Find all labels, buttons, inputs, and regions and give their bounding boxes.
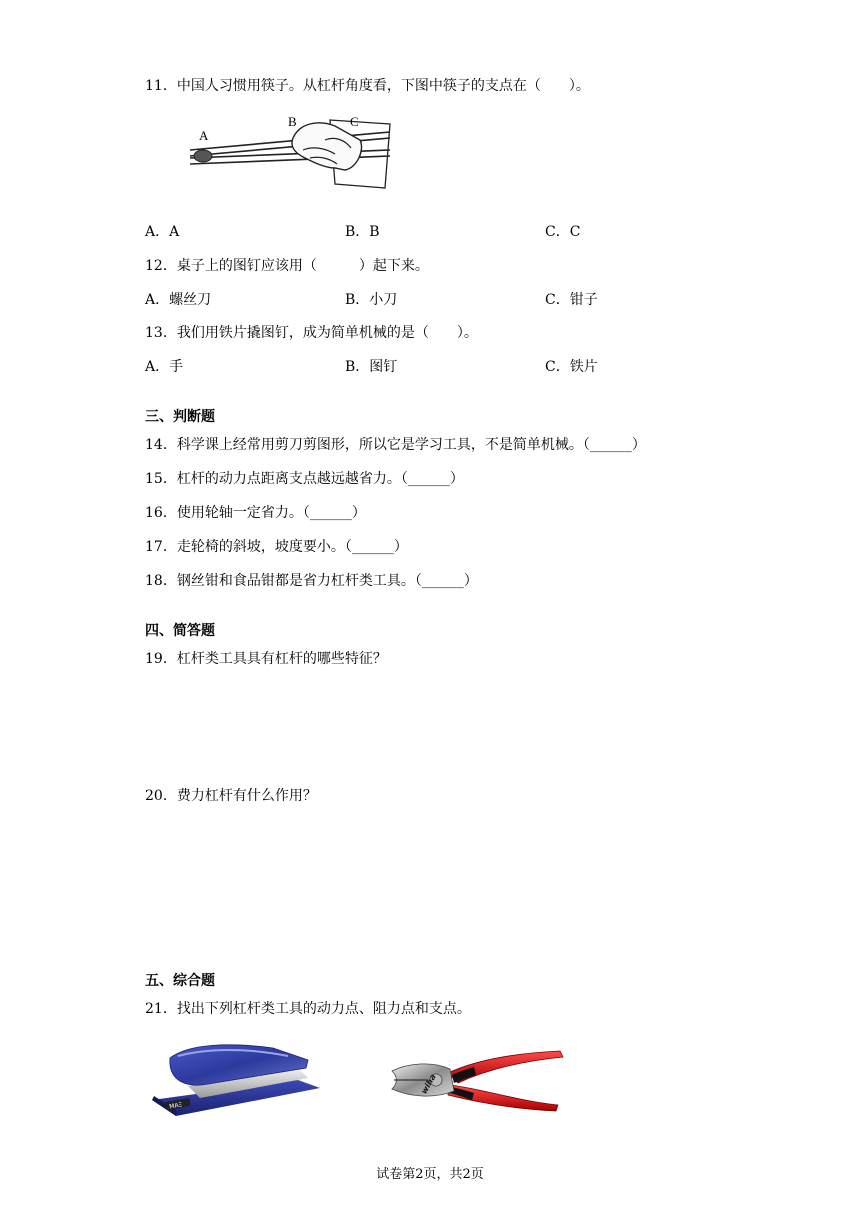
- q18-text: 18．钢丝钳和食品钳都是省力杠杆类工具。（______）: [145, 573, 478, 589]
- q12-option-c: C．钳子: [545, 292, 598, 308]
- q11-option-b: B．B: [345, 224, 380, 240]
- q19-text: 19．杠杆类工具具有杠杆的哪些特征？: [145, 651, 387, 667]
- q15-text: 15．杠杆的动力点距离支点越远越省力。（______）: [145, 471, 464, 487]
- q20-text: 20．费力杠杆有什么作用？: [145, 788, 317, 804]
- q12-option-b: B．小刀: [345, 292, 398, 308]
- section-5-title: 五、综合题: [145, 973, 215, 989]
- q12-option-a: A．螺丝刀: [145, 292, 212, 308]
- chopsticks-figure: [185, 110, 395, 190]
- section-3-title: 三、判断题: [145, 409, 215, 425]
- q11-option-a: A．A: [145, 224, 180, 240]
- q13-option-b: B．图钉: [345, 359, 398, 375]
- section-4-title: 四、简答题: [145, 623, 215, 639]
- q14-text: 14．科学课上经常用剪刀剪图形，所以它是学习工具，不是简单机械。（______）: [145, 437, 646, 453]
- q13-text: 13．我们用铁片撬图钉，成为简单机械的是（ ）。: [145, 325, 478, 341]
- pliers-brand: wiha: [419, 1072, 438, 1096]
- figure-label-a: A: [199, 128, 209, 143]
- q16-text: 16．使用轮轴一定省力。（______）: [145, 505, 366, 521]
- pliers-image: [388, 1045, 568, 1115]
- q11-option-c: C．C: [545, 224, 581, 240]
- q13-option-a: A．手: [145, 359, 184, 375]
- q11-text: 11．中国人习惯用筷子。从杠杆角度看，下图中筷子的支点在（ ）。: [145, 78, 590, 94]
- q21-text: 21．找出下列杠杆类工具的动力点、阻力点和支点。: [145, 1001, 471, 1017]
- stapler-label: ΜΑΞ: [168, 1101, 183, 1111]
- q17-text: 17．走轮椅的斜坡，坡度要小。（______）: [145, 539, 408, 555]
- q12-text: 12．桌子上的图钉应该用（ ）起下来。: [145, 258, 429, 274]
- figure-label-c: C: [350, 114, 359, 129]
- figure-label-b: B: [288, 114, 297, 129]
- page-footer: 试卷第2页，共2页: [376, 1167, 484, 1182]
- stapler-image: [148, 1038, 323, 1118]
- q13-option-c: C．铁片: [545, 359, 598, 375]
